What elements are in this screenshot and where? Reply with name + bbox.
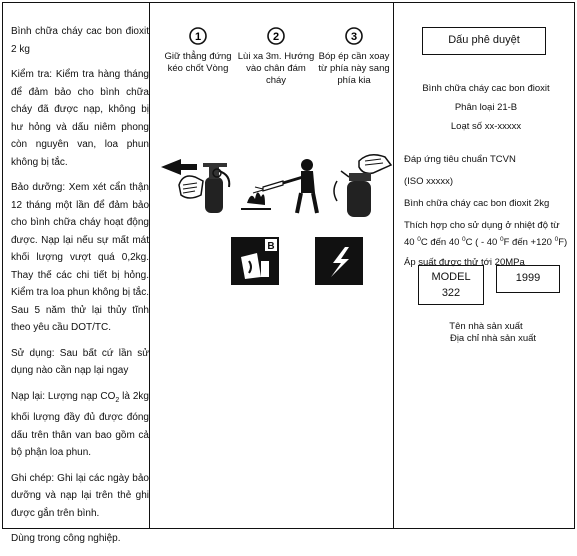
inspection-text: Kiểm tra: Kiểm tra hàng tháng để đảm bảo cho bình chữa cháy đã được nạp, không bị hư hỏng và dấu niêm phong còn nguyên van, loa phun không bị tắc. <box>11 69 149 168</box>
step-2-text: Lùi xa 3m. Hướng vào chân đám cháy <box>237 51 315 86</box>
operation-steps <box>153 3 395 528</box>
svg-text:1: 1 <box>194 31 202 43</box>
step-number-2-icon <box>267 27 285 45</box>
temperature-text: Thích hợp cho sử dụng ở nhiệt độ từ 40 $^0$C đến 40 $^0$C ( - 40 $^0$F đến +120 $^0$F) <box>404 220 568 249</box>
aim-nozzle-illustration-icon <box>241 153 323 221</box>
industrial-use-text: Dùng trong công nghiệp. <box>11 533 121 544</box>
manufacturer-address: Địa chỉ nhà sản xuất <box>449 333 537 344</box>
model-label: MODEL <box>431 271 471 283</box>
step-number-1-icon <box>189 27 207 45</box>
notes-text: Ghi chép: Ghi lại các ngày bảo dưỡng và nạp lại trên thẻ ghi được gắn trên bình. <box>11 472 149 519</box>
refill-text: Nạp lại: Lượng nạp $CO_2$ là 2kg khối lượng đầy đủ được đóng dấu trên thân van bao gồm cả bộ phận loa phun. <box>11 390 149 458</box>
pull-pin-illustration-icon <box>159 151 237 221</box>
step-number-3-icon <box>345 27 363 45</box>
class-b-fire-icon <box>231 237 279 285</box>
approval-stamp-label: Dấu phê duyệt <box>448 34 520 46</box>
usage-text: Sử dụng: Sau bất cứ lần sử dụng nào cần nạp lại ngay <box>11 347 149 376</box>
manufacturer-name: Tên nhà sản xuất <box>449 321 523 332</box>
squeeze-lever-illustration-icon <box>329 151 395 221</box>
svg-text:2: 2 <box>272 31 280 43</box>
step-1-text: Giữ thẳng đứng kéo chốt Vòng <box>164 51 232 74</box>
manufacturer-info <box>396 321 576 345</box>
extinguisher-label <box>2 2 575 544</box>
step-2 <box>237 27 315 87</box>
step-1 <box>159 27 237 75</box>
column-divider <box>149 3 150 528</box>
product-capacity-text: Bình chữa cháy cac bon đioxit 2kg <box>404 198 550 209</box>
classification: Phân loại 21-B <box>454 102 518 113</box>
standard-text: Đáp ứng tiêu chuẩn TCVN <box>404 154 516 165</box>
specifications <box>404 153 574 270</box>
lot-number: Loạt số xx-xxxxx <box>450 121 522 132</box>
label-title: Bình chữa cháy cac bon đioxit 2 kg <box>11 26 149 55</box>
svg-text:3: 3 <box>350 31 358 43</box>
model-box <box>418 265 484 305</box>
product-info <box>396 79 576 136</box>
step-3-text: Bóp ép cần xoay từ phía này sang phía kia <box>318 51 390 86</box>
approval-stamp-box <box>422 27 546 55</box>
pressure-text: Áp suất được thử tới 20MPa <box>404 257 525 269</box>
certification-column <box>396 3 576 528</box>
svg-text:B: B <box>267 241 275 252</box>
step-3 <box>315 27 393 87</box>
electrical-fire-icon <box>315 237 363 285</box>
iso-text: (ISO xxxxx) <box>404 176 454 187</box>
model-number: 322 <box>441 287 461 299</box>
product-name: Bình chữa cháy cac bon đioxit <box>422 83 550 94</box>
instructions-column <box>11 23 149 556</box>
maintenance-text: Bảo dưỡng: Xem xét cẩn thận 12 tháng một lần để đảm bảo cho bình chữa cháy hoạt động được. Nạp lại nếu sự mất mát khối lượng vượt quá 0,2kg. Thay thế các chi tiết bị hỏng. Kiểm tra loa phun không bị tắc. Sau 5 năm thử lại thủy tĩnh theo yêu cầu DOT/TC. <box>11 182 149 333</box>
year-value: 1999 <box>515 272 541 284</box>
year-box <box>496 265 560 293</box>
